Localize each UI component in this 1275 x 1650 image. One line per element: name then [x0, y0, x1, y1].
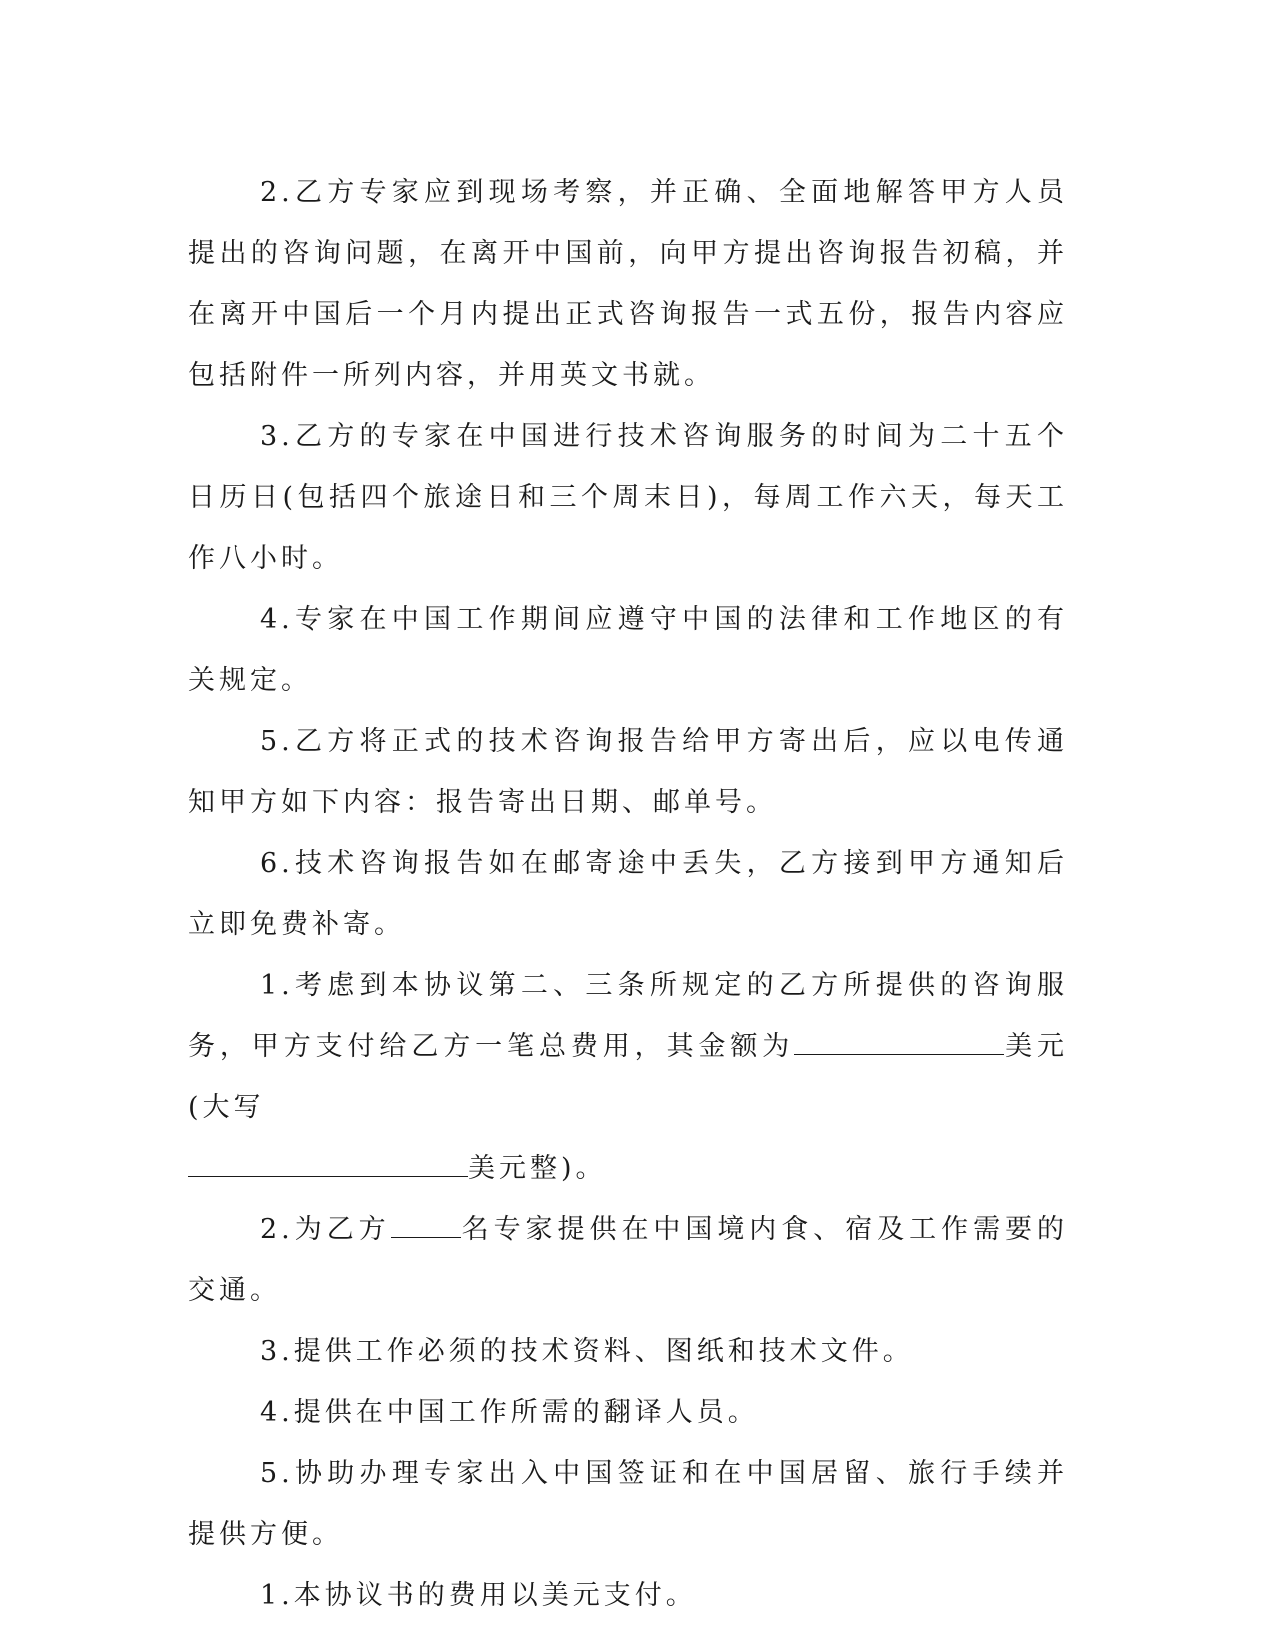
paragraph-expert-site-survey: 2.乙方专家应到现场考察，并正确、全面地解答甲方人员提出的咨询问题，在离开中国前，向甲方提出咨询报告初稿，并在离开中国后一个月内提出正式咨询报告一式五份，报告内容应包括附件一所列内容，并用英文书就。 [188, 177, 1068, 391]
accommodation-text-start: 2.为乙方 [260, 1214, 391, 1245]
total-fee-currency-text: 美元(大写 [188, 1031, 1069, 1123]
accommodation-text-end: 名专家提供在中国境内食、宿及工作需要的交通。 [188, 1214, 1069, 1306]
paragraph-report-notification: 5.乙方将正式的技术咨询报告给甲方寄出后，应以电传通知甲方如下内容：报告寄出日期、邮单号。 [188, 726, 1068, 818]
amount-blank-field[interactable] [794, 1032, 1004, 1055]
expert-count-blank-field[interactable] [391, 1215, 461, 1238]
paragraph-service-duration: 3.乙方的专家在中国进行技术咨询服务的时间为二十五个日历日(包括四个旅途日和三个周末日)，每周工作六天，每天工作八小时。 [188, 421, 1068, 574]
amount-in-words-blank-field[interactable] [188, 1154, 468, 1177]
paragraph-translators: 4.提供在中国工作所需的翻译人员。 [260, 1397, 759, 1428]
paragraph-total-fee [188, 955, 1068, 1199]
paragraph-report-loss: 6.技术咨询报告如在邮寄途中丢失，乙方接到甲方通知后立即免费补寄。 [188, 848, 1068, 940]
document-body [188, 162, 1068, 1626]
paragraph-payment-currency: 1.本协议书的费用以美元支付。 [260, 1580, 697, 1611]
paragraph-visa-assistance: 5.协助办理专家出入中国签证和在中国居留、旅行手续并提供方便。 [188, 1458, 1068, 1550]
total-fee-text: 1.考虑到本协议第二、三条所规定的乙方所提供的咨询服务，甲方支付给乙方一笔总费用，其金额为 [188, 970, 1068, 1062]
paragraph-technical-materials: 3.提供工作必须的技术资料、图纸和技术文件。 [260, 1336, 914, 1367]
paragraph-comply-laws: 4.专家在中国工作期间应遵守中国的法律和工作地区的有关规定。 [188, 604, 1068, 696]
paragraph-expert-accommodation [188, 1199, 1068, 1321]
total-fee-end-text: 美元整)。 [468, 1153, 607, 1184]
